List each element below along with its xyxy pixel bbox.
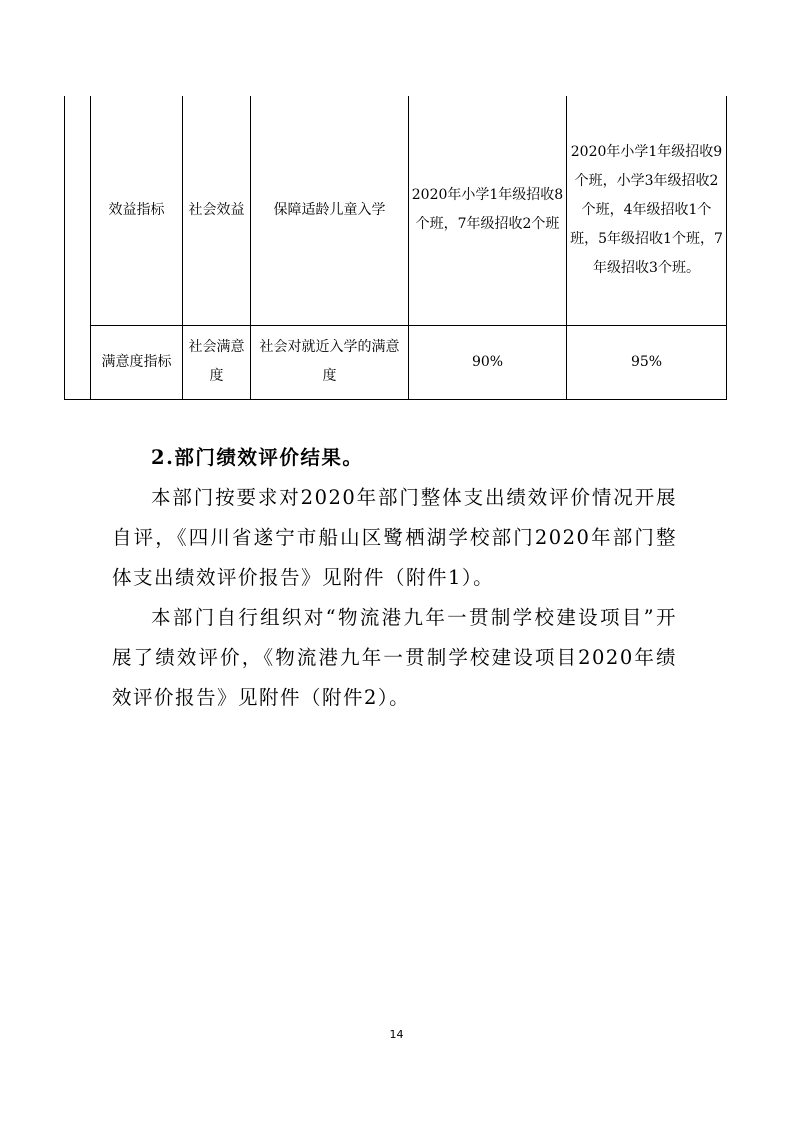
indicator-target-cell: 2020年小学1年级招收8个班，7年级招收2个班 xyxy=(409,96,567,325)
performance-evaluation-section xyxy=(112,438,677,718)
indicator-subcategory-cell: 社会满意度 xyxy=(183,325,251,399)
indicator-table xyxy=(64,96,727,400)
indicator-category-cell: 效益指标 xyxy=(91,96,183,325)
section-heading: 2.部门绩效评价结果。 xyxy=(151,446,364,469)
paragraph-self-evaluation: 本部门按要求对2020年部门整体支出绩效评价情况开展自评，《四川省遂宁市船山区鹭栖湖学校部门2020年部门整体支出绩效评价报告》见附件（附件1）。 xyxy=(112,486,677,589)
indicator-actual-cell: 2020年小学1年级招收9个班，小学3年级招收2个班，4年级招收1个班，5年级招收1个班，7年级招收3个班。 xyxy=(567,96,727,325)
indicator-name-cell: 社会对就近入学的满意度 xyxy=(251,325,409,399)
table-left-margin-cell xyxy=(65,96,91,399)
page-number: 14 xyxy=(389,1028,404,1041)
performance-indicator-table xyxy=(64,96,727,400)
table-row xyxy=(65,325,727,399)
indicator-name-cell: 保障适龄儿童入学 xyxy=(251,96,409,325)
paragraph-project-evaluation: 本部门自行组织对“物流港九年一贯制学校建设项目”开展了绩效评价，《物流港九年一贯制学校建设项目2020年绩效评价报告》见附件（附件2）。 xyxy=(112,606,677,709)
indicator-category-cell: 满意度指标 xyxy=(91,325,183,399)
indicator-target-cell: 90% xyxy=(409,325,567,399)
indicator-actual-cell: 95% xyxy=(567,325,727,399)
indicator-subcategory-cell: 社会效益 xyxy=(183,96,251,325)
table-row xyxy=(65,96,727,325)
